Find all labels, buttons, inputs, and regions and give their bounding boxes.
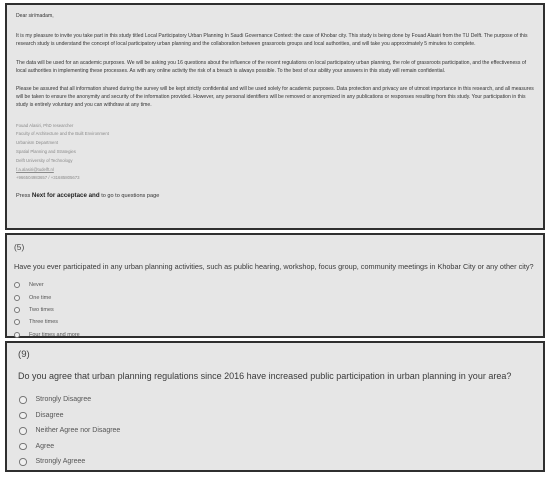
options-list xyxy=(18,392,532,470)
option-strongly-agree[interactable] xyxy=(18,454,532,470)
option-label: Strongly Disagree xyxy=(35,396,92,404)
signature-phone: +966504983657 / +31685805673 xyxy=(16,175,80,181)
option-agree[interactable] xyxy=(18,439,532,455)
question-number: (9) xyxy=(18,349,30,360)
question-number: (5) xyxy=(14,242,25,252)
signature-faculty: Faculty of Architecture and the Built Environment xyxy=(16,131,109,137)
press-bold: Next for acceptace and xyxy=(31,192,100,200)
question-5-panel xyxy=(5,233,545,338)
greeting: Dear sir/madam, xyxy=(16,13,54,19)
question-text: Have you ever participated in any urban planning activities, such as public hearing, workshop, focus group, community meetings in Khobar City or any other city? xyxy=(14,262,534,271)
radio-button[interactable] xyxy=(14,332,20,338)
option-label: Disagree xyxy=(35,411,64,419)
signature-email-link[interactable]: f.a.alasiri@tudelft.nl xyxy=(16,166,54,172)
options-list xyxy=(14,279,536,341)
option-label: Neither Agree nor Disagree xyxy=(35,427,121,435)
radio-button[interactable] xyxy=(14,282,20,288)
signature-name: Fouad Alasiri, PhD researcher xyxy=(16,122,74,128)
option-disagree[interactable] xyxy=(18,408,532,424)
question-9-panel xyxy=(5,341,545,472)
option-label: One time xyxy=(29,294,52,301)
option-strongly-disagree[interactable] xyxy=(18,392,532,408)
signature-university: Delft University of Technology xyxy=(16,157,73,163)
radio-button[interactable] xyxy=(19,396,27,404)
radio-button[interactable] xyxy=(14,307,20,313)
signature-block xyxy=(16,122,534,184)
option-label: Four times and more xyxy=(29,331,80,338)
option-label: Never xyxy=(29,282,44,289)
radio-button[interactable] xyxy=(19,443,27,451)
option-three-times[interactable] xyxy=(14,316,536,328)
option-label: Three times xyxy=(29,319,59,326)
intro-paragraph-2: The data will be used for an academic purposes. We will be asking you 16 questions about the influence of the recent regulations on local participatory urban planning, the role of grassroots participation, and the effectiveness of local authorities in implementing these processes. As with any online activity the risk of a breach is always possible. To the best of our ability your answers in this study will remain confidential. xyxy=(16,59,527,74)
radio-button[interactable] xyxy=(14,295,20,301)
intro-paragraph-3: Please be assured that all information shared during the survey will be kept strictly confidential and will be used solely for academic purposes. Data protection and privacy are of utmost importance in this research, and all measures will be taken to ensure the anonymity and security of the information provided. However, any personal identifiers will be removed or anonymized in any publications or responses resulting from this study. Your participation in this study is entirely voluntary and you can withdraw at any time. xyxy=(16,86,534,109)
intro-panel xyxy=(5,3,545,230)
radio-button[interactable] xyxy=(14,319,20,325)
intro-paragraph-1: It is my pleasure to invite you take part in this study titled Local Participatory Urban Planning In Saudi Governance Context: the case of Khobar city. This study is being done by Fouad Alasiri from the TU Delft. The purpose of this research study is understand the concept of local participatory urban planning and the collaboration between grassroots groups and local authorities, and will take you approximately 5 minutes to complete. xyxy=(16,33,528,48)
option-label: Two times xyxy=(29,306,54,313)
radio-button[interactable] xyxy=(19,412,27,420)
press-next-instruction xyxy=(16,192,534,200)
option-label: Strongly Agreee xyxy=(35,458,86,466)
signature-section: Spatial Planning and Strategies xyxy=(16,149,76,155)
option-label: Agree xyxy=(35,442,55,450)
radio-button[interactable] xyxy=(19,427,27,435)
signature-department: Urbanism Department xyxy=(16,140,59,146)
option-four-times-and-more[interactable] xyxy=(14,329,536,341)
radio-button[interactable] xyxy=(19,458,27,466)
option-never[interactable] xyxy=(14,279,536,291)
option-neither-agree-nor-disagree[interactable] xyxy=(18,423,532,439)
question-text: Do you agree that urban planning regulations since 2016 have increased public participation in urban planning in your area? xyxy=(18,371,512,381)
press-prefix: Press xyxy=(16,193,31,200)
press-suffix: to go to questions page xyxy=(101,193,160,200)
option-two-times[interactable] xyxy=(14,304,536,316)
option-one-time[interactable] xyxy=(14,291,536,303)
